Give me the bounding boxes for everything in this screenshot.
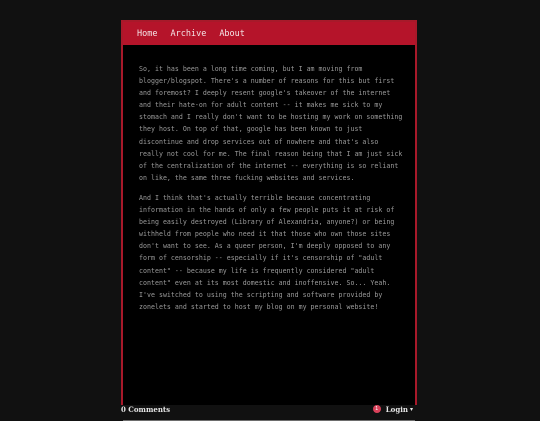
- chevron-down-icon: ▾: [409, 405, 413, 413]
- post-body: [139, 63, 406, 321]
- post-paragraph-1: So, it has been a long time coming, but I am moving from blogger/blogspot. There's a number of reasons for this but first and foremost? I deeply resent google's takeover of the internet and their hate-on for adult content -- it makes me sick to my stomach and I really don't want to be hosting my work on something they host. On top of that, google has been known to just discontinue and drop services out of nowhere and that's also really not cool for me. The final reason being that I am just sick of the centralization of the internet -- everything is so reliant on like, the same three fucking websites and services.: [139, 65, 403, 182]
- login-button[interactable]: Login: [385, 404, 408, 414]
- nav-link-home[interactable]: Home: [137, 28, 158, 39]
- post-paragraph-2: And I think that's actually terrible because concentrating information in the hands of only a few people puts it at risk of being easily destroyed (Library of Alexandria, anyone?) or being withheld from people who need it that those who own those sites don't want to see. As a queer person, I'm deeply opposed to any form of censorship -- especially if it's censorship of "adult content" -- because my life is frequently considered "adult content" even at its most domestic and inoffensive. So... Yeah. I've switched to using the scripting and software provided by zonelets and started to host my blog on my personal website!: [139, 193, 395, 311]
- page-container: [121, 20, 417, 414]
- login-control[interactable]: [373, 405, 413, 414]
- top-nav-bar: [123, 22, 415, 45]
- nav-link-archive[interactable]: Archive: [170, 28, 207, 39]
- comments-count[interactable]: 0 Comments: [121, 404, 171, 414]
- nav-link-about[interactable]: About: [219, 28, 245, 39]
- comments-bar: [123, 402, 415, 416]
- user-icon: 1: [373, 405, 381, 413]
